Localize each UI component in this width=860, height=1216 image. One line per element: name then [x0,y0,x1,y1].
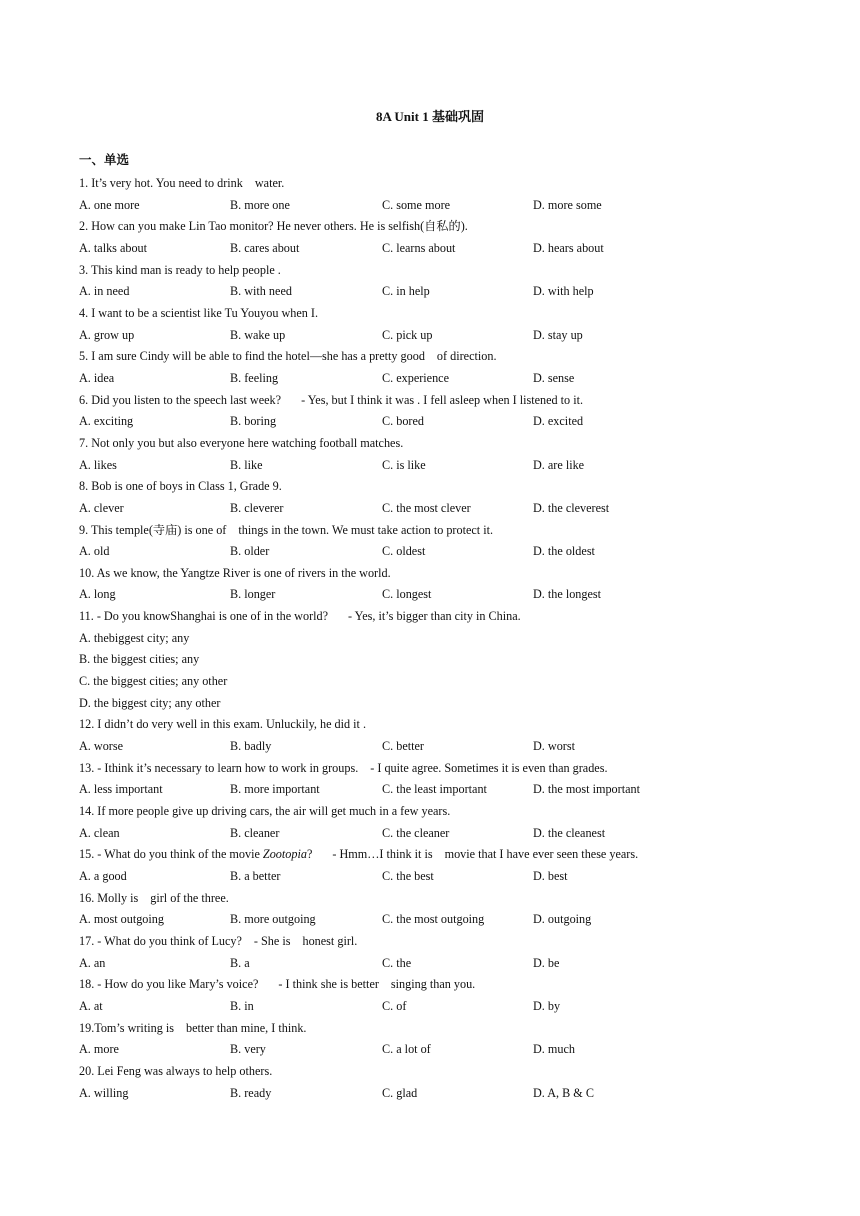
question-text: 6. Did you listen to the speech last week? [79,392,282,407]
option-d[interactable]: D. the longest [533,587,602,602]
option-d[interactable]: D. be [533,955,560,970]
option-c[interactable]: C. the most outgoing [382,912,485,927]
option-c[interactable]: C. of [382,998,407,1013]
option-d[interactable]: D. more some [533,197,602,212]
question-19 [79,1018,799,1040]
option-a[interactable]: A. worse [79,739,124,754]
question-text: 7. Not only you but also everyone here watching football matches. [79,435,404,450]
question-5 [79,346,799,368]
option-b[interactable]: B. a [230,955,250,970]
question-mark: ? [306,847,313,862]
option-c[interactable]: C. the cleaner [382,825,450,840]
option-d[interactable]: D. A, B & C [533,1085,594,1100]
options-7 [79,455,799,477]
option-d[interactable]: D. hears about [533,240,604,255]
question-text-tail: better than mine, I think. [185,1020,307,1035]
question-text: 1. It’s very hot. You need to drink [79,176,243,190]
option-d[interactable]: D. the most important [533,782,640,797]
option-b[interactable]: B. like [230,457,263,472]
option-a[interactable]: A. a good [79,869,127,883]
option-a[interactable]: A. likes [79,457,117,472]
question-text-tail: - Hmm…I think it is [332,847,433,862]
option-c[interactable]: C. in help [382,284,430,299]
option-c[interactable]: C. the biggest cities; any other [79,674,228,689]
options-10 [79,584,799,606]
option-b[interactable]: B. cleaner [230,825,280,840]
option-b[interactable]: B. feeling [230,370,279,385]
question-text-tail: girl of the three. [150,890,229,905]
question-20 [79,1061,799,1083]
option-a[interactable]: A. an [79,955,106,970]
options-14 [79,823,799,845]
option-a[interactable]: A. most outgoing [79,912,164,927]
option-a[interactable]: A. thebiggest city; any [79,630,190,645]
question-text-tail: - Yes, it’s bigger than city in China. [348,609,521,624]
question-17 [79,931,799,953]
question-14 [79,801,799,823]
option-d[interactable]: D. the cleanest [533,825,606,840]
option-c[interactable]: C. learns about [382,240,456,255]
option-b[interactable]: B. longer [230,587,276,602]
option-b[interactable]: B. wake up [230,327,286,342]
movie-title: Zootopia [262,847,307,862]
option-a[interactable]: A. exciting [79,414,134,429]
question-text: 13. - Ithink it’s necessary to learn how to work in groups. [79,760,359,775]
question-9 [79,520,799,542]
question-7 [79,433,799,455]
option-c[interactable]: C. bored [382,414,424,429]
option-b[interactable]: B. in [230,998,254,1013]
question-text-tail-2: singing than you. [390,977,476,992]
question-text: 20. Lei Feng was always to help others. [79,1063,273,1078]
option-b[interactable]: B. the biggest cities; any [79,652,200,667]
question-text: 19.Tom’s writing is [79,1020,174,1035]
options-4 [79,325,799,347]
option-c[interactable]: C. the best [382,869,434,883]
options-8 [79,498,799,520]
option-a[interactable]: A. old [79,544,110,559]
option-b[interactable]: B. cares about [230,240,300,255]
question-6 [79,390,799,412]
question-11 [79,606,799,628]
option-d[interactable]: D. outgoing [533,912,592,927]
question-text: 3. This kind man is ready to help people . [79,262,281,277]
question-text: 8. Bob is one of boys in Class 1, Grade 9. [79,479,282,494]
option-a[interactable]: A. in need [79,284,130,299]
section-heading: 一、单选 [79,153,130,167]
question-4 [79,303,799,325]
question-1 [79,173,799,195]
question-text-tail-2: honest girl. [302,933,358,948]
question-text: 11. - Do you knowShanghai is one of in the world? [79,609,329,624]
question-2 [79,216,799,238]
option-c[interactable]: C. is like [382,457,426,472]
question-text-tail: - Yes, but I think it was . I fell asleep when I listened to it. [301,392,584,407]
option-c[interactable]: C. better [382,739,424,754]
option-c[interactable]: C. the least important [382,782,487,797]
option-d[interactable]: D. by [533,998,561,1013]
question-3 [79,260,799,282]
question-text: 9. This temple(寺庙) is one of [79,522,227,537]
option-a[interactable]: A. idea [79,370,115,385]
option-a[interactable]: A. talks about [79,240,148,255]
option-c[interactable]: C. glad [382,1085,418,1100]
option-d[interactable]: D. with help [533,284,594,299]
question-text-tail: things in the town. We must take action to protect it. [238,522,494,537]
option-d[interactable]: D. are like [533,457,585,472]
question-text-tail-2: movie that I have ever seen these years. [444,847,639,862]
question-text: 15. - What do you think of the movie [79,847,260,862]
option-b[interactable]: B. ready [230,1085,272,1100]
option-b[interactable]: B. badly [230,739,272,754]
options-17 [79,953,799,975]
question-text: 4. I want to be a scientist like Tu Youyou when I. [79,305,319,320]
option-d[interactable]: D. the biggest city; any other [79,695,221,710]
option-b[interactable]: B. more important [230,782,320,797]
option-a[interactable]: A. willing [79,1085,129,1100]
options-6 [79,411,799,433]
option-c[interactable]: C. oldest [382,544,426,559]
page-title: 8A Unit 1 基础巩固 [376,109,484,124]
options-18 [79,996,799,1018]
option-c[interactable]: C. pick up [382,327,433,342]
question-18 [79,974,799,996]
option-b[interactable]: B. a better [230,869,281,883]
option-c[interactable]: C. longest [382,587,432,602]
question-13 [79,758,799,780]
options-9 [79,541,799,563]
question-text: 14. If more people give up driving cars, the air will get much in a few years. [79,804,451,819]
option-b[interactable]: B. more outgoing [230,912,316,927]
option-d[interactable]: D. best [533,869,568,883]
option-b[interactable]: B. cleverer [230,500,284,515]
question-text-tail: water. [254,176,285,190]
options-5 [79,368,799,390]
option-c[interactable]: C. the [382,955,412,970]
option-b[interactable]: B. more one [230,197,290,212]
question-text: 2. How can you make Lin Tao monitor? He never others. He is selfish(自私的). [79,219,468,234]
option-a[interactable]: A. clever [79,500,124,515]
question-text-tail: - I quite agree. Sometimes it is even than grades. [370,760,608,775]
option-a[interactable]: A. grow up [79,327,135,342]
option-d[interactable]: D. stay up [533,327,583,342]
question-12 [79,714,799,736]
question-list [79,173,799,1104]
options-13 [79,779,799,801]
option-a[interactable]: A. one more [79,197,140,212]
option-d[interactable]: D. the cleverest [533,500,610,515]
question-10 [79,563,799,585]
options-15 [79,866,799,888]
option-d[interactable]: D. sense [533,370,575,385]
option-a[interactable]: A. clean [79,825,120,840]
options-3 [79,281,799,303]
options-1 [79,195,799,217]
options-12 [79,736,799,758]
option-a[interactable]: A. less important [79,782,163,797]
options-19 [79,1039,799,1061]
option-c[interactable]: C. a lot of [382,1042,431,1057]
option-d[interactable]: D. the oldest [533,544,595,559]
question-text: 12. I didn’t do very well in this exam. Unluckily, he did it . [79,717,367,732]
question-text: 18. - How do you like Mary’s voice? [79,977,259,992]
option-d[interactable]: D. much [533,1042,575,1057]
options-16 [79,909,799,931]
option-b[interactable]: B. boring [230,414,277,429]
option-a[interactable]: A. at [79,998,103,1013]
question-15 [79,844,799,866]
options-20 [79,1083,799,1105]
question-16 [79,888,799,910]
question-text: 10. As we know, the Yangtze River is one of rivers in the world. [79,565,391,580]
option-d[interactable]: D. excited [533,414,584,429]
question-8 [79,476,799,498]
option-b[interactable]: B. with need [230,284,292,299]
question-text: 16. Molly is [79,890,139,905]
question-text-tail: of direction. [436,349,497,364]
option-a[interactable]: A. long [79,587,116,602]
option-b[interactable]: B. older [230,544,270,559]
option-b[interactable]: B. very [230,1042,266,1057]
option-a[interactable]: A. more [79,1042,119,1057]
option-c[interactable]: C. the most clever [382,500,471,515]
question-text-tail: - I think she is better [278,977,379,992]
option-c[interactable]: C. experience [382,370,449,385]
question-text-tail: - She is [253,933,291,948]
option-c[interactable]: C. some more [382,197,451,212]
options-2 [79,238,799,260]
question-text: 17. - What do you think of Lucy? [79,933,242,948]
question-text: 5. I am sure Cindy will be able to find the hotel—she has a pretty good [79,349,425,364]
option-d[interactable]: D. worst [533,739,575,754]
